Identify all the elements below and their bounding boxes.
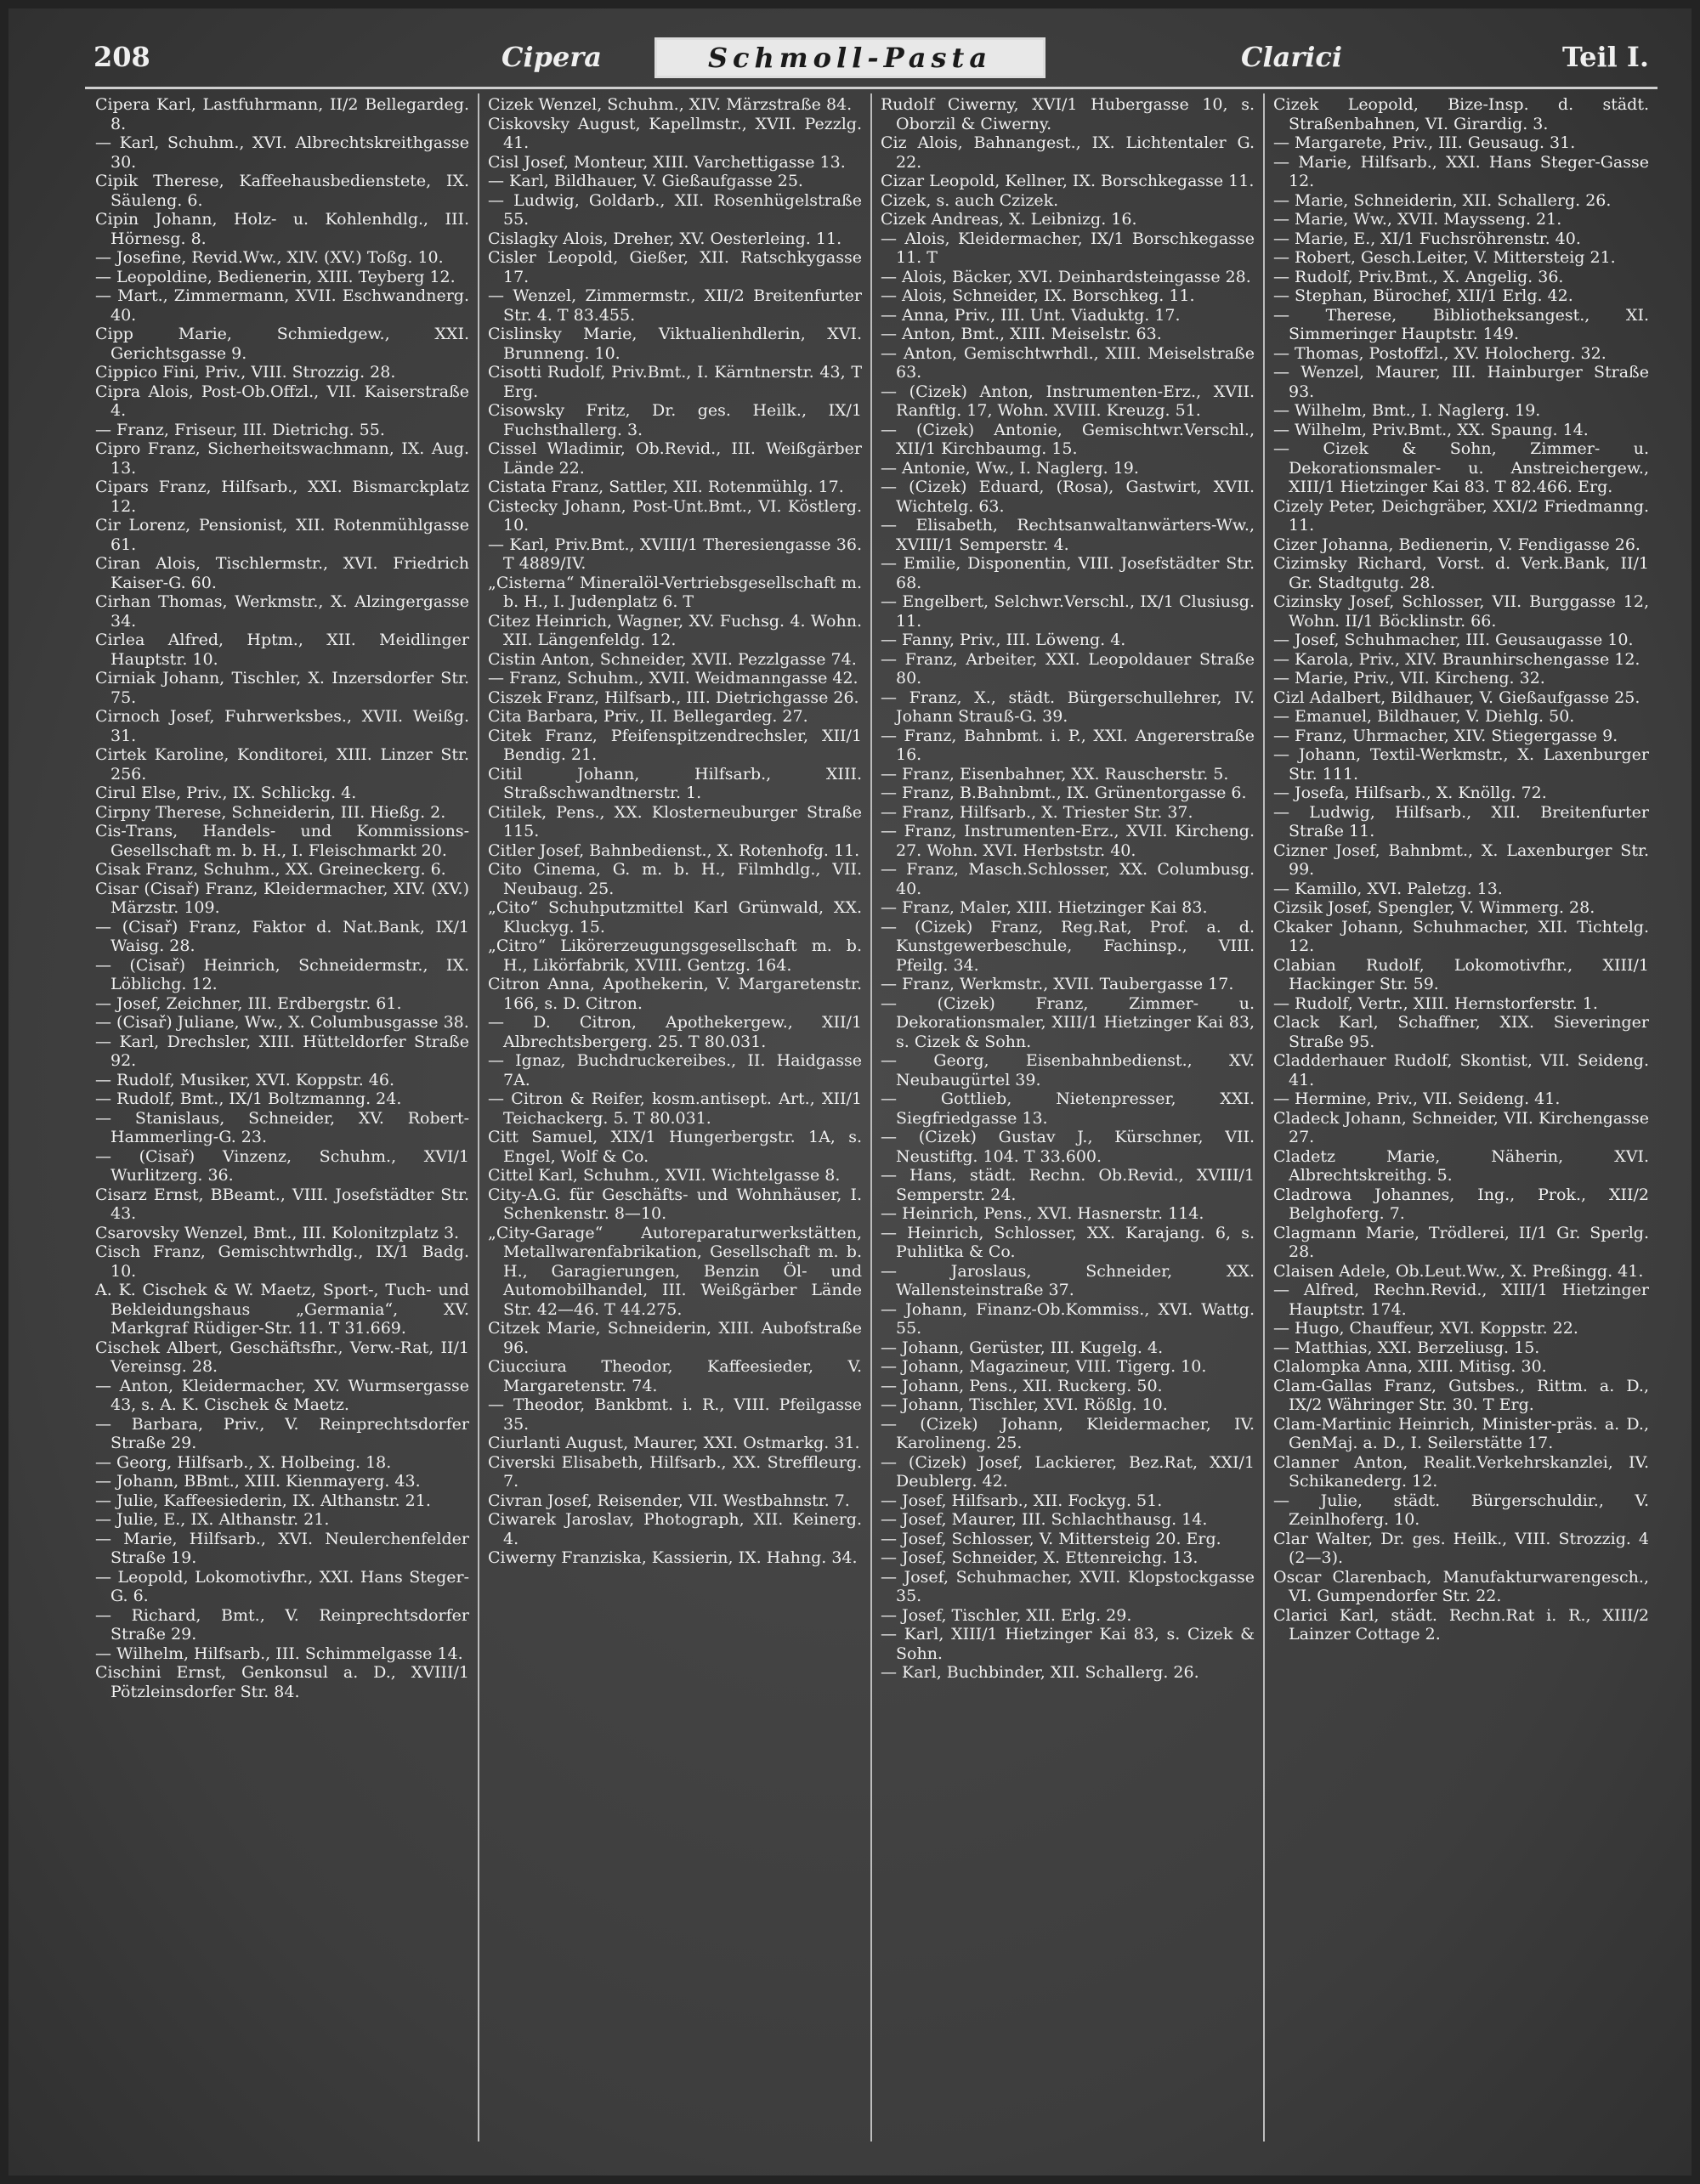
directory-entry: — Franz, Werkmstr., XVII. Taubergasse 17. (881, 975, 1234, 993)
directory-entry: — Alois, Kleidermacher, IX/1 Borschkegasse 11. T (881, 229, 1255, 267)
directory-entry: — Hugo, Chauffeur, XVI. Koppstr. 22. (1273, 1319, 1578, 1338)
directory-entry: — Matthias, XXI. Berzeliusg. 15. (1273, 1338, 1540, 1357)
directory-entry: Cittel Karl, Schuhm., XVII. Wichtelgasse 8. (488, 1166, 841, 1185)
directory-entry: Clam-Gallas Franz, Gutsbes., Rittm. a. D., IX/2 Währinger Str. 30. T Erg. (1273, 1376, 1649, 1414)
directory-entry: Ckaker Johann, Schuhmacher, XII. Tichtelg. 12. (1273, 917, 1649, 955)
directory-entry: — Josef, Schlosser, V. Mittersteig 20. Erg. (881, 1529, 1221, 1548)
directory-entry: — (Cizek) Franz, Reg.Rat, Prof. a. d. Kunstgewerbeschule, Fachinsp., VIII. Pfeilg. 34. (881, 917, 1255, 975)
directory-entry: Clabian Rudolf, Lokomotivfhr., XIII/1 Hackinger Str. 59. (1273, 955, 1649, 993)
directory-entry: Cisak Franz, Schuhm., XX. Greineckerg. 6. (95, 860, 446, 879)
directory-entry: — Johann, Magazineur, VIII. Tigerg. 10. (881, 1357, 1207, 1376)
directory-entry: — Johann, Textil-Werkmstr., X. Laxenburger Str. 111. (1273, 745, 1649, 784)
directory-entry: — Marie, Priv., VII. Kircheng. 32. (1273, 669, 1545, 687)
directory-entry: — Josefine, Revid.Ww., XIV. (XV.) Toßg. 10. (95, 248, 444, 267)
directory-entry: — Karl, Drechsler, XIII. Hütteldorfer Straße 92. (95, 1032, 469, 1070)
directory-entry: — Margarete, Priv., III. Geusaug. 31. (1273, 133, 1576, 152)
directory-entry: Claisen Adele, Ob.Leut.Ww., X. Preßingg. 41. (1273, 1261, 1644, 1281)
directory-entry: — Georg, Eisenbahnbedienst., XV. Neubaugürtel 39. (881, 1051, 1255, 1089)
directory-entry: — Wenzel, Maurer, III. Hainburger Straße 93. (1273, 363, 1649, 401)
directory-entry: Cizar Leopold, Kellner, IX. Borschkegasse 11. (881, 172, 1255, 190)
directory-entry: — Mart., Zimmermann, XVII. Eschwandnerg. 40. (95, 286, 469, 325)
directory-entry: Cissel Wladimir, Ob.Revid., III. Weißgärber Lände 22. (488, 439, 862, 478)
directory-entry: Cistecky Johann, Post-Unt.Bmt., VI. Köstlerg. 10. (488, 496, 862, 535)
directory-entry: — Johann, Finanz-Ob.Kommiss., XVI. Wattg. 55. (881, 1299, 1255, 1338)
column-4 (1265, 93, 1658, 2142)
directory-entry: — Josef, Maurer, III. Schlachthausg. 14. (881, 1510, 1208, 1529)
directory-entry: — Johann, Gerüster, III. Kugelg. 4. (881, 1338, 1164, 1357)
directory-entry: — Rudolf, Priv.Bmt., X. Angelig. 36. (1273, 267, 1564, 286)
directory-entry: — Citron & Reifer, kosm.antisept. Art., XII/1 Teichackerg. 5. T 80.031. (488, 1089, 862, 1128)
directory-entry: Cislagky Alois, Dreher, XV. Oesterleing. 11. (488, 229, 842, 248)
directory-entry: — D. Citron, Apothekergew., XII/1 Albrechtsbergerg. 25. T 80.031. (488, 1013, 862, 1051)
directory-entry: Clagmann Marie, Trödlerei, II/1 Gr. Sperlg. 28. (1273, 1223, 1649, 1261)
directory-entry: Cipro Franz, Sicherheitswachmann, IX. Aug. 13. (95, 439, 469, 478)
directory-entry: Cizek Leopold, Bize-Insp. d. städt. Straßenbahnen, VI. Girardig. 3. (1273, 95, 1649, 133)
directory-entry: Clack Karl, Schaffner, XIX. Sieveringer Straße 95. (1273, 1013, 1649, 1051)
directory-entry: — Marie, Schneiderin, XII. Schallerg. 26. (1273, 190, 1612, 210)
directory-entry: Cisarz Ernst, BBeamt., VIII. Josefstädter Str. 43. (95, 1185, 469, 1223)
directory-entry: Cizinsky Josef, Schlosser, VII. Burggasse 12, Wohn. II/1 Böcklinstr. 66. (1273, 592, 1649, 631)
directory-entry: — Josef, Schneider, X. Ettenreichg. 13. (881, 1548, 1198, 1567)
directory-entry: Cizek, s. auch Czizek. (881, 190, 1059, 210)
directory-entry: — Josef, Hilfsarb., XII. Fockyg. 51. (881, 1491, 1163, 1510)
directory-entry: — Marie, Ww., XVII. Maysseng. 21. (1273, 210, 1562, 229)
directory-entry: Cizl Adalbert, Bildhauer, V. Gießaufgasse 25. (1273, 687, 1640, 707)
directory-entry: — Hermine, Priv., VII. Seideng. 41. (1273, 1089, 1561, 1108)
directory-entry: — Anna, Priv., III. Unt. Viaduktg. 17. (881, 305, 1181, 325)
directory-entry: Cipra Alois, Post-Ob.Offzl., VII. Kaiserstraße 4. (95, 382, 469, 420)
directory-entry: — Karl, Schuhm., XVI. Albrechtskreithgasse 30. (95, 133, 469, 172)
header-first-entry: Cipera (502, 41, 602, 73)
directory-entry: Citt Samuel, XIX/1 Hungerbergstr. 1A, s. Engel, Wolf & Co. (488, 1128, 862, 1166)
header-rule (85, 87, 1658, 89)
directory-entry: Citilek, Pens., XX. Klosterneuburger Straße 115. (488, 802, 862, 840)
directory-entry: — Marie, E., XI/1 Fuchsröhrenstr. 40. (1273, 229, 1581, 248)
directory-entry: „Cisterna“ Mineralöl-Vertriebsgesellschaft m. b. H., I. Judenplatz 6. T (488, 573, 862, 611)
directory-entry: — Karl, Bildhauer, V. Gießaufgasse 25. (488, 172, 803, 190)
directory-entry: Cizsik Josef, Spengler, V. Wimmerg. 28. (1273, 898, 1595, 917)
directory-entry: — (Cisař) Juliane, Ww., X. Columbusgasse 38. (95, 1013, 469, 1032)
directory-entry: — Franz, Instrumenten-Erz., XVII. Kircheng. 27. Wohn. XVI. Herbststr. 40. (881, 822, 1255, 860)
directory-entry: Cisar (Cisař) Franz, Kleidermacher, XIV. (XV.) Märzstr. 109. (95, 879, 469, 917)
directory-entry: — Ludwig, Goldarb., XII. Rosenhügelstraße 55. (488, 190, 862, 229)
directory-entry: Clarici Karl, städt. Rechn.Rat i. R., XIII/2 Lainzer Cottage 2. (1273, 1605, 1649, 1644)
directory-entry: — Wilhelm, Bmt., I. Naglerg. 19. (1273, 401, 1541, 420)
directory-entry: Cirnoch Josef, Fuhrwerksbes., XVII. Weißg. 31. (95, 707, 469, 745)
directory-entry: — Franz, B.Bahnbmt., IX. Grünentorgasse 6. (881, 784, 1247, 802)
directory-entry: — Franz, Bahnbmt. i. P., XXI. Angererstraße 16. (881, 726, 1255, 764)
directory-entry: Ciwerny Franziska, Kassierin, IX. Hahng. 34. (488, 1548, 858, 1567)
directory-entry: — Thomas, Postoffzl., XV. Holocherg. 32. (1273, 343, 1606, 363)
directory-entry: Ciz Alois, Bahnangest., IX. Lichtentaler G. 22. (881, 133, 1255, 172)
directory-columns (87, 93, 1658, 2142)
directory-entry: „Cito“ Schuhputzmittel Karl Grünwald, XX. Kluckyg. 15. (488, 898, 862, 936)
directory-entry: — Julie, Kaffeesiederin, IX. Althanstr. 21. (95, 1491, 431, 1510)
directory-entry: Cirul Else, Priv., IX. Schlickg. 4. (95, 784, 357, 802)
directory-entry: Cladrowa Johannes, Ing., Prok., XII/2 Belghoferg. 7. (1273, 1185, 1649, 1223)
directory-entry: — (Cizek) Franz, Zimmer- u. Dekorationsmaler, XIII/1 Hietzinger Kai 83, s. Cizek & Sohn. (881, 993, 1255, 1051)
directory-entry: — Julie, E., IX. Althanstr. 21. (95, 1510, 330, 1529)
directory-entry: — Julie, städt. Bürgerschuldir., V. Zeinlhoferg. 10. (1273, 1491, 1649, 1529)
directory-entry: — Johann, BBmt., XIII. Kienmayerg. 43. (95, 1472, 421, 1491)
directory-entry: Cis-Trans, Handels- und Kommissions-Gesellschaft m. b. H., I. Fleischmarkt 20. (95, 822, 469, 860)
directory-entry: Citron Anna, Apothekerin, V. Margaretenstr. 166, s. D. Citron. (488, 975, 862, 1013)
directory-entry: — Marie, Hilfsarb., XVI. Neulerchenfelder Straße 19. (95, 1529, 469, 1567)
directory-entry: — Franz, Schuhm., XVII. Weidmanngasse 42. (488, 669, 858, 687)
directory-entry: — Rudolf, Musiker, XVI. Koppstr. 46. (95, 1070, 395, 1089)
directory-entry: Cischek Albert, Geschäftsfhr., Verw.-Rat, II/1 Vereinsg. 28. (95, 1338, 469, 1376)
directory-entry: — Gottlieb, Nietenpresser, XXI. Siegfriedgasse 13. (881, 1089, 1255, 1128)
directory-entry: Citek Franz, Pfeifenspitzendrechsler, XII/1 Bendig. 21. (488, 726, 862, 764)
directory-entry: Cisl Josef, Monteur, XIII. Varchettigasse 13. (488, 152, 846, 172)
directory-entry: Cizek Andreas, X. Leibnizg. 16. (881, 210, 1137, 229)
directory-entry: Citil Johann, Hilfsarb., XIII. Straßschwandtnerstr. 1. (488, 764, 862, 802)
directory-entry: Clar Walter, Dr. ges. Heilk., VIII. Strozzig. 4 (2—3). (1273, 1529, 1649, 1567)
directory-entry: — Ignaz, Buchdruckereibes., II. Haidgasse 7A. (488, 1051, 862, 1089)
directory-entry: Ciran Alois, Tischlermstr., XVI. Friedrich Kaiser-G. 60. (95, 554, 469, 592)
directory-entry: — Antonie, Ww., I. Naglerg. 19. (881, 458, 1139, 478)
directory-entry: — Heinrich, Schlosser, XX. Karajang. 6, s. Puhlitka & Co. (881, 1223, 1255, 1261)
directory-entry: Cistata Franz, Sattler, XII. Rotenmühlg. 17. (488, 478, 844, 496)
directory-entry: — Ludwig, Hilfsarb., XII. Breitenfurter Straße 11. (1273, 802, 1649, 840)
directory-entry: — Emilie, Disponentin, VIII. Josefstädter Str. 68. (881, 554, 1255, 592)
directory-entry: — Karl, Buchbinder, XII. Schallerg. 26. (881, 1663, 1199, 1682)
directory-entry: Cirniak Johann, Tischler, X. Inzersdorfer Str. 75. (95, 669, 469, 707)
directory-entry: — Therese, Bibliotheksangest., XI. Simmeringer Hauptstr. 149. (1273, 305, 1649, 343)
directory-entry: — Josef, Schuhmacher, III. Geusaugasse 10. (1273, 631, 1634, 649)
directory-entry: Ciurlanti August, Maurer, XXI. Ostmarkg. 31. (488, 1434, 860, 1452)
directory-entry: — Franz, Uhrmacher, XIV. Stiegergasse 9. (1273, 726, 1618, 745)
directory-entry: Csarovsky Wenzel, Bmt., III. Kolonitzplatz 3. (95, 1223, 460, 1242)
directory-entry: — (Cizek) Johann, Kleidermacher, IV. Karolineng. 25. (881, 1414, 1255, 1452)
directory-entry: — Anton, Kleidermacher, XV. Wurmsergasse 43, s. A. K. Cischek & Maetz. (95, 1376, 469, 1414)
directory-entry: — Jaroslaus, Schneider, XX. Wallensteinstraße 37. (881, 1261, 1255, 1299)
directory-entry: Cisotti Rudolf, Priv.Bmt., I. Kärntnerstr. 43, T Erg. (488, 363, 862, 401)
directory-entry: — Robert, Gesch.Leiter, V. Mittersteig 21. (1273, 248, 1616, 267)
directory-entry: Cisowsky Fritz, Dr. ges. Heilk., IX/1 Fuchsthallerg. 3. (488, 401, 862, 439)
directory-entry: Cizer Johanna, Bedienerin, V. Fendigasse 26. (1273, 535, 1640, 554)
directory-entry: Cirtek Karoline, Konditorei, XIII. Linzer Str. 256. (95, 745, 469, 784)
directory-entry: — Josefa, Hilfsarb., X. Knöllg. 72. (1273, 784, 1547, 802)
directory-entry: — Johann, Pens., XII. Ruckerg. 50. (881, 1376, 1163, 1395)
directory-entry: — (Cisař) Franz, Faktor d. Nat.Bank, IX/1 Waisg. 28. (95, 917, 469, 955)
directory-entry: — Karola, Priv., XIV. Braunhirschengasse 12. (1273, 649, 1640, 669)
directory-entry: — Franz, Hilfsarb., X. Triester Str. 37. (881, 802, 1193, 822)
directory-entry: — Alois, Bäcker, XVI. Deinhardsteingasse 28. (881, 267, 1251, 286)
directory-entry: Cipp Marie, Schmiedgew., XXI. Gerichtsgasse 9. (95, 325, 469, 363)
directory-entry: — Rudolf, Vertr., XIII. Hernstorferstr. 1. (1273, 993, 1598, 1013)
directory-entry: Cischini Ernst, Genkonsul a. D., XVIII/1 Pötzleinsdorfer Str. 84. (95, 1663, 469, 1701)
directory-entry: Cladderhauer Rudolf, Skontist, VII. Seideng. 41. (1273, 1051, 1649, 1089)
directory-entry: Cirhan Thomas, Werkmstr., X. Alzingergasse 34. (95, 592, 469, 631)
directory-entry: — (Cizek) Anton, Instrumenten-Erz., XVII. Ranftlg. 17, Wohn. XVIII. Kreuzg. 51. (881, 382, 1255, 420)
directory-entry: — Stephan, Bürochef, XII/1 Erlg. 42. (1273, 286, 1573, 305)
directory-entry: — Franz, Eisenbahner, XX. Rauscherstr. 5. (881, 764, 1229, 784)
directory-entry: Cizner Josef, Bahnbmt., X. Laxenburger Str. 99. (1273, 840, 1649, 879)
directory-entry: — Stanislaus, Schneider, XV. Robert-Hammerling-G. 23. (95, 1108, 469, 1146)
directory-entry: — Wilhelm, Hilfsarb., III. Schimmelgasse 14. (95, 1644, 463, 1663)
column-1 (87, 93, 479, 2142)
directory-entry: — Anton, Gemischtwrhdl., XIII. Meiselstraße 63. (881, 343, 1255, 382)
directory-entry: — Franz, Arbeiter, XXI. Leopoldauer Straße 80. (881, 649, 1255, 687)
directory-entry: — Josef, Schuhmacher, XVII. Klopstockgasse 35. (881, 1567, 1255, 1605)
directory-entry: Cir Lorenz, Pensionist, XII. Rotenmühlgasse 61. (95, 516, 469, 554)
page-number: 208 (94, 41, 150, 73)
directory-entry: Civran Josef, Reisender, VII. Westbahnstr. 7. (488, 1491, 850, 1510)
directory-entry: Cipera Karl, Lastfuhrmann, II/2 Bellegardeg. 8. (95, 95, 469, 133)
directory-entry: — Franz, Masch.Schlosser, XX. Columbusg. 40. (881, 860, 1255, 898)
directory-entry: City-A.G. für Geschäfts- und Wohnhäuser, I. Schenkenstr. 8—10. (488, 1185, 862, 1223)
directory-entry: — Elisabeth, Rechtsanwaltanwärters-Ww., XVIII/1 Semperstr. 4. (881, 516, 1255, 554)
directory-entry: Citler Josef, Bahnbedienst., X. Rotenhofg. 11. (488, 840, 860, 860)
directory-entry: — Cizek & Sohn, Zimmer- u. Dekorationsmaler- u. Anstreichergew., XIII/1 Hietzinger Kai 83. T 82.466. Erg. (1273, 439, 1649, 496)
directory-entry: Cistin Anton, Schneider, XVII. Pezzlgasse 74. (488, 649, 857, 669)
column-2 (479, 93, 872, 2142)
directory-entry: Citzek Marie, Schneiderin, XIII. Aubofstraße 96. (488, 1319, 862, 1357)
directory-entry: Cizek Wenzel, Schuhm., XIV. Märzstraße 84. (488, 95, 853, 114)
page-header (85, 32, 1658, 83)
directory-entry: Cirpny Therese, Schneiderin, III. Hießg. 2. (95, 802, 446, 822)
directory-entry: — Josef, Zeichner, III. Erdbergstr. 61. (95, 993, 402, 1013)
directory-entry: Cladetz Marie, Näherin, XVI. Albrechtskreithg. 5. (1273, 1146, 1649, 1185)
directory-entry: — (Cizek) Josef, Lackierer, Bez.Rat, XXI/1 Deublerg. 42. (881, 1452, 1255, 1491)
directory-entry: Cislinsky Marie, Viktualienhdlerin, XVI. Brunneng. 10. (488, 325, 862, 363)
directory-entry: — Kamillo, XVI. Paletzg. 13. (1273, 879, 1503, 898)
directory-entry: Ciszek Franz, Hilfsarb., III. Dietrichgasse 26. (488, 687, 859, 707)
directory-entry: — Theodor, Bankbmt. i. R., VIII. Pfeilgasse 35. (488, 1395, 862, 1434)
directory-entry: — Anton, Bmt., XIII. Meiselstr. 63. (881, 325, 1162, 343)
directory-entry: Rudolf Ciwerny, XVI/1 Hubergasse 10, s. Oborzil & Ciwerny. (881, 95, 1255, 133)
directory-entry: Cizimsky Richard, Vorst. d. Verk.Bank, II/1 Gr. Stadtgutg. 28. (1273, 554, 1649, 592)
directory-entry: Clanner Anton, Realit.Verkehrskanzlei, IV. Schikanederg. 12. (1273, 1452, 1649, 1491)
directory-entry: Civerski Elisabeth, Hilfsarb., XX. Streffleurg. 7. (488, 1452, 862, 1491)
directory-entry: — Franz, X., städt. Bürgerschullehrer, IV. Johann Strauß-G. 39. (881, 687, 1255, 726)
directory-entry: — Engelbert, Selchwr.Verschl., IX/1 Clusiusg. 11. (881, 592, 1255, 631)
directory-entry: — Karl, XIII/1 Hietzinger Kai 83, s. Cizek & Sohn. (881, 1625, 1255, 1663)
directory-entry: — Emanuel, Bildhauer, V. Diehlg. 50. (1273, 707, 1575, 726)
directory-entry: Clalompka Anna, XIII. Mitisg. 30. (1273, 1357, 1547, 1376)
directory-entry: — Franz, Friseur, III. Dietrichg. 55. (95, 420, 385, 439)
directory-entry: „City-Garage“ Autoreparaturwerkstätten, Metallwarenfabrikation, Gesellschaft m. b. H., Garagierungen, Benzin Öl- und Automobilhandel, III. Weißgärber Lände Str. 42—46. T 44.275. (488, 1223, 862, 1319)
directory-entry: — (Cizek) Gustav J., Kürschner, VII. Neustiftg. 104. T 33.600. (881, 1128, 1255, 1166)
directory-entry: — Josef, Tischler, XII. Erlg. 29. (881, 1605, 1132, 1625)
directory-entry: Cisch Franz, Gemischtwrhdlg., IX/1 Badg. 10. (95, 1242, 469, 1281)
directory-entry: Cippico Fini, Priv., VIII. Strozzig. 28. (95, 363, 396, 382)
directory-entry: — Marie, Hilfsarb., XXI. Hans Steger-Gasse 12. (1273, 152, 1649, 190)
column-3 (872, 93, 1265, 2142)
directory-entry: Ciwarek Jaroslav, Photograph, XII. Keinerg. 4. (488, 1510, 862, 1548)
directory-entry: — Rudolf, Bmt., IX/1 Boltzmanng. 24. (95, 1089, 402, 1108)
directory-entry: — Fanny, Priv., III. Löweng. 4. (881, 631, 1126, 649)
directory-entry: — Richard, Bmt., V. Reinprechtsdorfer Straße 29. (95, 1605, 469, 1644)
directory-entry: Ciucciura Theodor, Kaffeesieder, V. Margaretenstr. 74. (488, 1357, 862, 1395)
directory-entry: Ciskovsky August, Kapellmstr., XVII. Pezzlg. 41. (488, 114, 862, 152)
directory-entry: A. K. Cischek & W. Maetz, Sport-, Tuch- und Bekleidungshaus „Germania“, XV. Markgraf Rüdiger-Str. 11. T 31.669. (95, 1281, 469, 1338)
directory-entry: — (Cizek) Antonie, Gemischtwr.Verschl., XII/1 Kirchbaumg. 15. (881, 420, 1255, 458)
directory-entry: Cladeck Johann, Schneider, VII. Kirchengasse 27. (1273, 1108, 1649, 1146)
directory-entry: — Johann, Tischler, XVI. Rößlg. 10. (881, 1395, 1168, 1414)
directory-entry: Cita Barbara, Priv., II. Bellegardeg. 27. (488, 707, 808, 726)
directory-entry: „Citro“ Likörerzeugungsgesellschaft m. b. H., Likörfabrik, XVIII. Gentzg. 164. (488, 936, 862, 975)
directory-entry: — Franz, Maler, XIII. Hietzinger Kai 83. (881, 898, 1208, 917)
directory-entry: — (Cisař) Heinrich, Schneidermstr., IX. Löblichg. 12. (95, 955, 469, 993)
directory-entry: — Alois, Schneider, IX. Borschkeg. 11. (881, 286, 1195, 305)
directory-entry: — Leopoldine, Bedienerin, XIII. Teyberg 12. (95, 267, 456, 286)
directory-entry: Cito Cinema, G. m. b. H., Filmhdlg., VII. Neubaug. 25. (488, 860, 862, 898)
directory-entry: — Georg, Hilfsarb., X. Holbeing. 18. (95, 1452, 392, 1472)
directory-entry: — (Cisař) Vinzenz, Schuhm., XVI/1 Wurlitzerg. 36. (95, 1146, 469, 1185)
directory-entry: — Heinrich, Pens., XVI. Hasnerstr. 114. (881, 1204, 1204, 1223)
directory-entry: Clam-Martinic Heinrich, Minister-präs. a. D., GenMaj. a. D., I. Seilerstätte 17. (1273, 1414, 1649, 1452)
directory-entry: Cipars Franz, Hilfsarb., XXI. Bismarckplatz 12. (95, 478, 469, 516)
directory-entry: Cirlea Alfred, Hptm., XII. Meidlinger Hauptstr. 10. (95, 631, 469, 669)
directory-entry: — Leopold, Lokomotivfhr., XXI. Hans Steger-G. 6. (95, 1567, 469, 1605)
directory-entry: — Karl, Priv.Bmt., XVIII/1 Theresiengasse 36. T 4889/IV. (488, 535, 862, 573)
directory-entry: — Hans, städt. Rechn. Ob.Revid., XVIII/1 Semperstr. 24. (881, 1166, 1255, 1204)
directory-entry: Cisler Leopold, Gießer, XII. Ratschkygasse 17. (488, 248, 862, 286)
directory-entry: Cipin Johann, Holz- u. Kohlenhdlg., III. Hörnesg. 8. (95, 210, 469, 248)
directory-entry: Cipik Therese, Kaffeehausbedienstete, IX. Säuleng. 6. (95, 172, 469, 210)
directory-entry: — (Cizek) Eduard, (Rosa), Gastwirt, XVII. Wichtelg. 63. (881, 478, 1255, 516)
header-part: Teil I. (1561, 41, 1649, 73)
directory-entry: — Barbara, Priv., V. Reinprechtsdorfer Straße 29. (95, 1414, 469, 1452)
directory-entry: — Wenzel, Zimmermstr., XII/2 Breitenfurter Str. 4. T 83.455. (488, 286, 862, 325)
directory-entry: Citez Heinrich, Wagner, XV. Fuchsg. 4. Wohn. XII. Längenfeldg. 12. (488, 611, 862, 649)
directory-entry: — Alfred, Rechn.Revid., XIII/1 Hietzinger Hauptstr. 174. (1273, 1281, 1649, 1319)
directory-entry: — Wilhelm, Priv.Bmt., XX. Spaung. 14. (1273, 420, 1589, 439)
header-banner: Schmoll-Pasta (654, 37, 1046, 78)
directory-entry: Cizely Peter, Deichgräber, XXI/2 Friedmanng. 11. (1273, 496, 1649, 535)
header-last-entry: Clarici (1241, 41, 1343, 73)
directory-entry: Oscar Clarenbach, Manufakturwarengesch., VI. Gumpendorfer Str. 22. (1273, 1567, 1649, 1605)
